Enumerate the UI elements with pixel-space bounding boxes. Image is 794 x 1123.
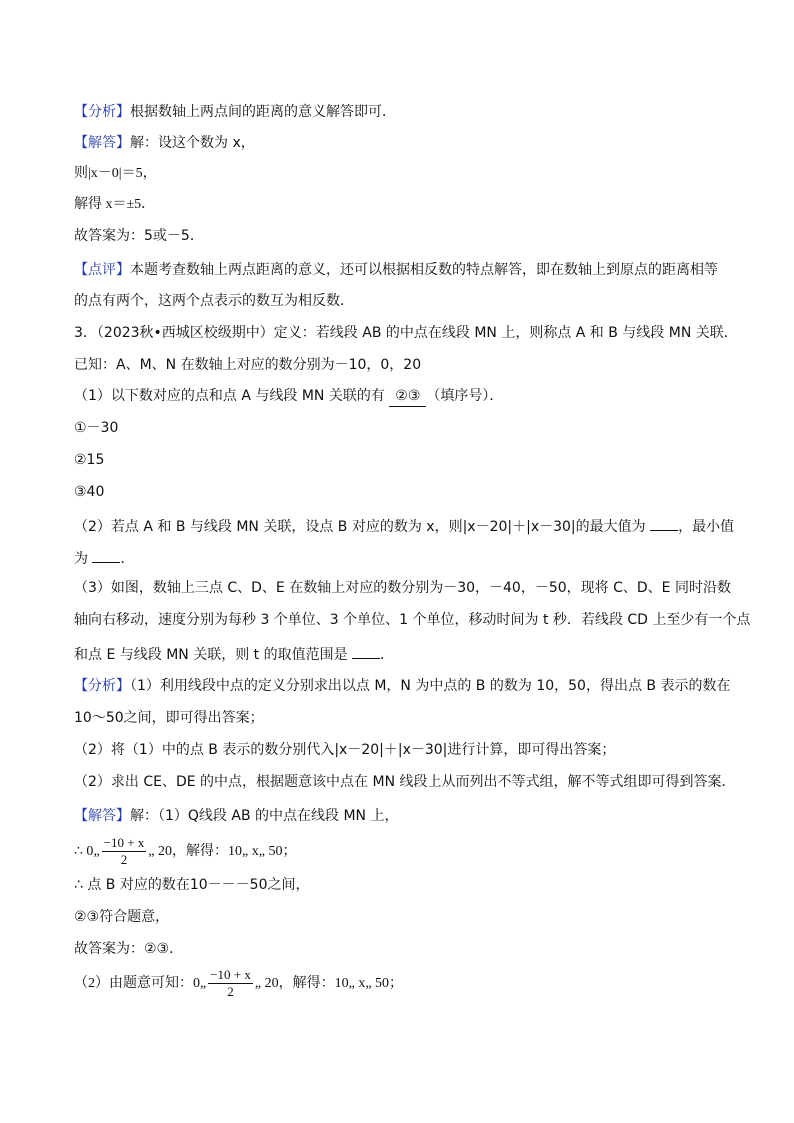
question-3-part2 <box>74 514 734 537</box>
solution-line: 解得 x＝±5． <box>74 197 156 212</box>
ineq1-pre: ∴ 0„ <box>74 844 100 859</box>
range-line: ∴ 点 B 对应的数在10－－－50之间， <box>74 877 310 893</box>
answer-line <box>74 133 255 153</box>
part2-text: （2）若点 A 和 B 与线段 MN 关联，设点 B 对应的数为 x，则|x－20|＋|x－30|的最大值为 <box>74 519 646 535</box>
part3-blank <box>352 642 380 659</box>
comment-line-cont: 的点有两个，这两个点表示的数互为相反数． <box>74 293 354 309</box>
question-3-part3-cont: 轴向右移动，速度分别为每秒 3 个单位、3 个单位、1 个单位，移动时间为 t 秒．若线段 CD 上至少有一个点 <box>74 612 751 628</box>
ineq1-post: „ 20，解得：10„ x„ 50； <box>148 844 297 859</box>
question-3-part2-cont <box>74 546 134 569</box>
analysis-line <box>74 102 396 122</box>
q3-answer-line <box>74 806 398 826</box>
option-2: ②15 <box>74 452 105 468</box>
fraction-1-denominator: 2 <box>120 852 128 868</box>
analysis-text: 根据数轴上两点间的距离的意义解答即可． <box>130 104 396 120</box>
fraction-2 <box>208 967 253 1000</box>
q3-analysis-part2: （2）将（1）中的点 B 表示的数分别代入|x－20|＋|x－30|进行计算，即可得出答案； <box>74 742 616 758</box>
part1-text: （1）以下数对应的点和点 A 与线段 MN 关联的有 <box>74 388 385 404</box>
ineq2-post: „ 20，解得：10„ x„ 50； <box>254 976 404 991</box>
fraction-2-denominator: 2 <box>227 984 234 1000</box>
question-3-title: 3．（2023秋•西城区校级期中）定义：若线段 AB 的中点在线段 MN 上，则称点 A 和 B 与线段 MN 关联． <box>74 325 738 341</box>
comment-tag: 【点评】 <box>74 262 130 278</box>
answer-tag: 【解答】 <box>74 135 130 151</box>
q3-analysis-cont: 10～50之间，即可得出答案； <box>74 710 264 726</box>
q3-analysis-part3: （2）求出 CE、DE 的中点，根据题意该中点在 MN 线段上从而列出不等式组，解不等式组即可得到答案． <box>74 774 736 790</box>
part2-pre2: 为 <box>74 551 88 567</box>
equation-line: 则|x－0|＝5， <box>74 166 157 181</box>
question-3-part1 <box>74 386 503 407</box>
q3-analysis-line <box>74 676 730 696</box>
q3-analysis-text: （1）利用线段中点的定义分别求出以点 M，N 为中点的 B 的数为 10，50，得出点 B 表示的数在 <box>130 678 731 694</box>
ineq2-pre: （2）由题意可知：0„ <box>74 976 207 991</box>
answer-text: 解：设这个数为 x， <box>130 135 255 151</box>
part2-max-blank <box>650 514 678 531</box>
part1-post: （填序号）． <box>426 388 504 404</box>
part1-answer-blank: ②③ <box>389 386 426 407</box>
fraction-1-numerator: −10 + x <box>103 835 145 851</box>
final-answer-line: 故答案为：5或－5． <box>74 228 204 244</box>
comment-text: 本题考查数轴上两点距离的意义，还可以根据相反数的特点解答，即在数轴上到原点的距离相等 <box>130 262 718 278</box>
part2-post2: ． <box>120 551 135 567</box>
question-3-part3: （3）如图，数轴上三点 C、D、E 在数轴上对应的数分别为－30，－40，－50，现将 C、D、E 同时沿数 <box>74 580 731 596</box>
q3-answer-text: 解：（1）Q线段 AB 的中点在线段 MN 上， <box>130 808 399 824</box>
q3-answer-tag: 【解答】 <box>74 808 130 824</box>
part2-post: ，最小值 <box>678 519 735 535</box>
q3-final-answer: 故答案为：②③． <box>74 941 184 957</box>
fraction-2-numerator: −10 + x <box>210 967 251 983</box>
inequality-line-2 <box>74 966 403 1002</box>
question-3-part3-end <box>74 642 394 665</box>
inequality-line-1 <box>74 834 296 870</box>
comment-line <box>74 260 718 280</box>
part3-text: 和点 E 与线段 MN 关联，则 t 的取值范围是 <box>74 647 348 663</box>
part2-min-blank <box>92 546 120 563</box>
analysis-tag: 【分析】 <box>74 104 130 120</box>
fraction-1 <box>102 835 147 868</box>
option-3: ③40 <box>74 484 105 500</box>
q3-analysis-tag: 【分析】 <box>74 678 130 694</box>
part3-post: ． <box>380 647 395 663</box>
question-3-given: 已知：A、M、N 在数轴上对应的数分别为－10，0，20 <box>74 357 422 373</box>
option-1: ①－30 <box>74 420 119 436</box>
match-line: ②③符合题意， <box>74 909 170 925</box>
